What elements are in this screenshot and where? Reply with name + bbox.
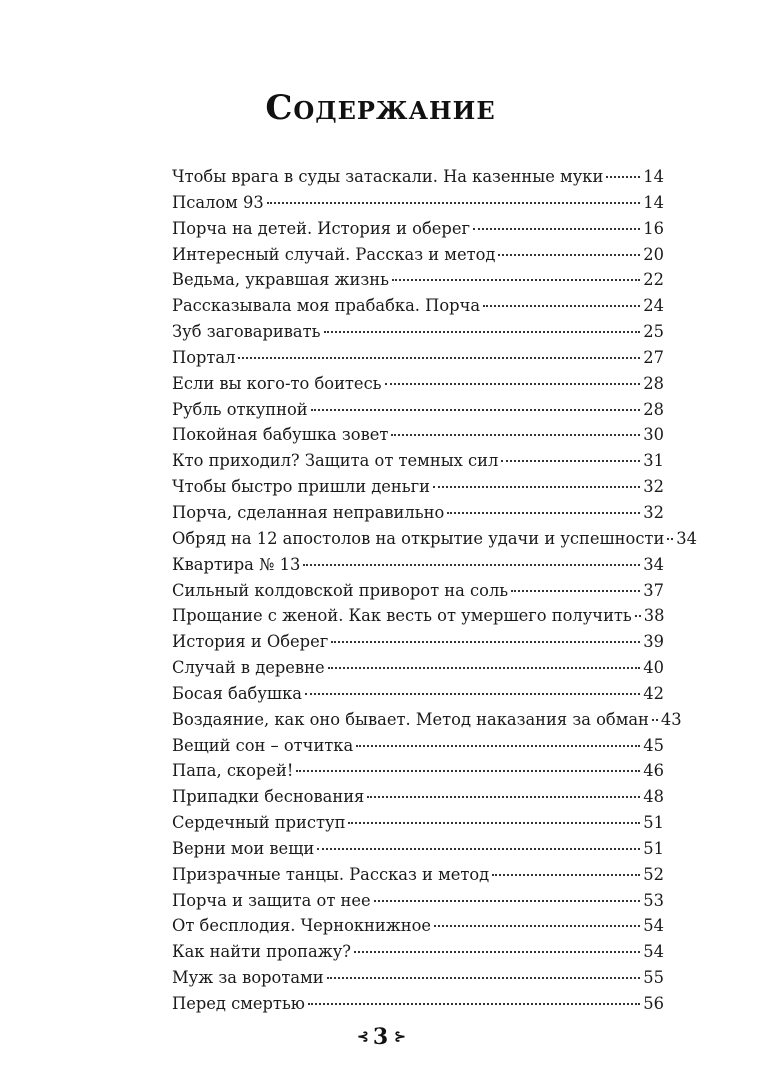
toc-entry [172, 865, 664, 891]
page-title: Содержание [265, 88, 496, 128]
toc-entry-page: 28 [643, 373, 664, 393]
toc-entry-title: Псалом 93 [172, 192, 264, 212]
toc-entry [172, 632, 664, 658]
toc-entry-title: Перед смертью [172, 994, 305, 1013]
toc-entry-page: 32 [643, 502, 664, 522]
toc-entry [172, 348, 664, 374]
toc-leader-dots [385, 383, 641, 385]
toc-entry [172, 891, 664, 917]
toc-entry-title: Вещий сон – отчитка [172, 735, 354, 755]
toc-entry-title: Верни мои вещи [172, 838, 315, 858]
toc-leader-dots [303, 564, 640, 566]
toc-entry [172, 322, 664, 348]
toc-entry [172, 193, 664, 219]
toc-entry-page: 51 [643, 838, 664, 858]
toc-entry-page: 39 [643, 632, 664, 652]
toc-entry-title: Рубль откупной [172, 399, 308, 419]
toc-entry-title: Случай в деревне [172, 658, 325, 678]
toc-entry-title: Если вы кого-то боитесь [172, 373, 382, 393]
toc-entry-page: 54 [643, 916, 664, 936]
toc-leader-dots [348, 822, 640, 824]
toc-entry-title: Кто приходил? Защита от темных сил [172, 451, 499, 471]
toc-leader-dots [324, 331, 641, 333]
toc-leader-dots [356, 745, 640, 747]
toc-entry-page: 46 [643, 761, 664, 781]
toc-leader-dots [354, 951, 640, 953]
toc-entry [172, 451, 664, 477]
toc-entry [172, 296, 664, 322]
toc-entry-page: 38 [643, 606, 665, 626]
toc-entry-title: Папа, скорей! [172, 761, 294, 781]
toc-entry-title: Чтобы врага в суды затаскали. На казенные муки [172, 167, 604, 186]
ornament-right-icon: ⊱ [394, 1029, 404, 1045]
toc-entry-title: Как найти пропажу? [172, 942, 352, 962]
toc-entry-title: Зуб заговаривать [172, 322, 321, 342]
toc-entry-page: 37 [643, 580, 664, 600]
ornament-left-icon: ⊰ [357, 1029, 367, 1045]
toc-leader-dots [311, 409, 641, 411]
toc-entry-title: Порча, сделанная неправильно [172, 502, 445, 522]
toc-entry [172, 270, 664, 296]
toc-entry-title: Портал [172, 347, 236, 367]
toc-entry [172, 503, 664, 529]
toc-leader-dots [606, 176, 640, 178]
toc-entry-page: 43 [660, 709, 682, 729]
toc-leader-dots [652, 719, 658, 721]
toc-entry-page: 14 [643, 167, 664, 186]
toc-entry [172, 916, 664, 942]
toc-entry [172, 658, 664, 684]
toc-entry-title: Квартира № 13 [172, 554, 301, 574]
toc-entry-title: Рассказывала моя прабабка. Порча [172, 296, 481, 316]
toc-leader-dots [328, 667, 641, 669]
page-footer [0, 1024, 761, 1050]
toc-entry-title: Сердечный приступ [172, 813, 346, 833]
toc-entry-title: Припадки беснования [172, 787, 365, 807]
toc-leader-dots [374, 900, 641, 902]
toc-entry [172, 942, 664, 968]
toc-entry [172, 761, 664, 787]
toc-entry-title: Чтобы быстро пришли деньги [172, 477, 431, 497]
toc-entry [172, 400, 664, 426]
toc-leader-dots [317, 848, 640, 850]
toc-entry-page: 31 [643, 451, 664, 471]
toc-entry-page: 32 [643, 477, 664, 497]
toc-entry-page: 34 [643, 554, 664, 574]
toc-entry-title: Покойная бабушка зовет [172, 425, 389, 445]
toc-entry-page: 27 [643, 347, 664, 367]
toc-leader-dots [308, 1003, 640, 1005]
toc-entry-page: 56 [643, 994, 664, 1013]
toc-entry [172, 813, 664, 839]
toc-entry [172, 994, 664, 1020]
toc-entry-page: 55 [643, 968, 664, 988]
toc-leader-dots [367, 796, 640, 798]
toc-leader-dots [492, 874, 640, 876]
toc-leader-dots [238, 357, 640, 359]
toc-entry [172, 528, 698, 555]
toc-entry-title: Босая бабушка [172, 683, 302, 703]
toc-entry [172, 374, 664, 400]
toc-entry [172, 581, 664, 607]
toc-entry [172, 684, 664, 710]
toc-entry [172, 968, 664, 994]
toc-entry-title: Порча и защита от нее [172, 890, 371, 910]
toc-entry-page: 52 [643, 864, 664, 884]
toc-leader-dots [391, 434, 640, 436]
toc-leader-dots [635, 615, 641, 617]
toc-leader-dots [498, 254, 640, 256]
toc-leader-dots [327, 977, 641, 979]
toc-leader-dots [511, 590, 640, 592]
toc-entry-page: 24 [643, 296, 664, 316]
toc-leader-dots [296, 770, 640, 772]
toc-entry-title: Муж за воротами [172, 968, 324, 988]
toc-entry-page: 28 [643, 399, 664, 419]
toc-leader-dots [473, 228, 640, 230]
toc-entry-title: От бесплодия. Чернокнижное [172, 916, 432, 936]
toc-leader-dots [483, 305, 640, 307]
toc-entry-title: Ведьма, укравшая жизнь [172, 270, 389, 290]
toc-entry-page: 54 [643, 942, 664, 962]
toc-entry [172, 787, 664, 813]
toc-entry-page: 34 [676, 528, 698, 548]
toc-entry [172, 839, 664, 865]
toc-entry [172, 477, 664, 503]
toc-leader-dots [331, 641, 640, 643]
toc-entry-title: Порча на детей. История и оберег [172, 218, 471, 238]
toc-entry [172, 245, 664, 271]
toc-entry-title: Призрачные танцы. Рассказ и метод [172, 864, 490, 884]
toc-entry [172, 425, 664, 451]
toc-entry-page: 20 [643, 244, 664, 264]
toc-leader-dots [447, 512, 640, 514]
toc-leader-dots [433, 486, 640, 488]
toc-entry-page: 48 [643, 787, 664, 807]
toc-entry [172, 736, 664, 762]
page-number: 3 [372, 1024, 389, 1050]
toc-entry-title: Прощание с женой. Как весть от умершего получить [172, 606, 632, 626]
toc-entry [172, 555, 664, 581]
toc-leader-dots [392, 279, 640, 281]
toc-entry-page: 16 [643, 218, 664, 238]
toc-leader-dots [501, 460, 640, 462]
toc-leader-dots [667, 538, 673, 540]
toc-entry-page: 40 [643, 658, 664, 678]
toc-leader-dots [434, 925, 640, 927]
toc-entry-title: Обряд на 12 апостолов на открытие удачи и успешности [172, 528, 665, 548]
toc-entry [172, 606, 664, 632]
toc-entry-page: 45 [643, 735, 664, 755]
toc-entry [172, 709, 682, 736]
toc-entry-page: 25 [643, 322, 664, 342]
table-of-contents [172, 167, 698, 1020]
toc-entry-page: 14 [643, 192, 664, 212]
toc-entry-page: 30 [643, 425, 664, 445]
toc-entry-title: Сильный колдовской приворот на соль [172, 580, 509, 600]
toc-entry-page: 22 [643, 270, 664, 290]
toc-entry [172, 219, 664, 245]
toc-entry [172, 167, 664, 193]
toc-entry-title: Воздаяние, как оно бывает. Метод наказания за обман [172, 709, 649, 729]
toc-leader-dots [305, 693, 640, 695]
toc-entry-title: Интересный случай. Рассказ и метод [172, 244, 496, 264]
toc-entry-page: 51 [643, 813, 664, 833]
toc-entry-page: 53 [643, 890, 664, 910]
toc-entry-page: 42 [643, 683, 664, 703]
toc-leader-dots [267, 202, 641, 204]
toc-entry-title: История и Оберег [172, 632, 329, 652]
